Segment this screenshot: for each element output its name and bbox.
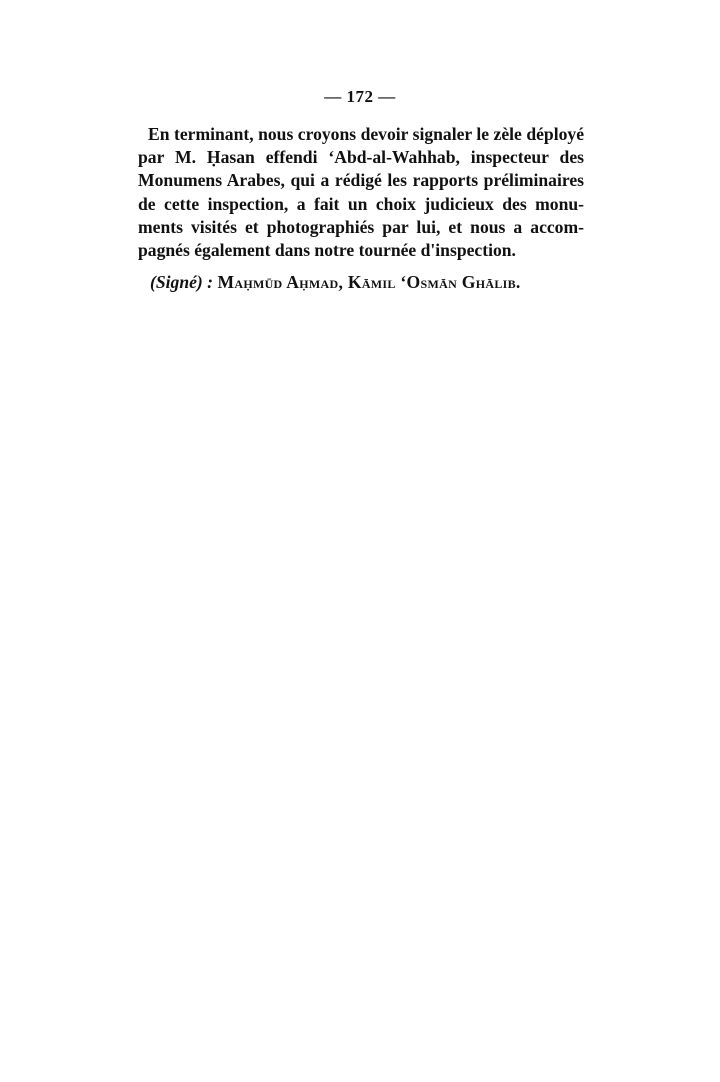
body-paragraph bbox=[138, 123, 584, 262]
paragraph-line: pagnés également dans notre tournée d'inspection. bbox=[138, 240, 516, 261]
paragraph-line: de cette inspection, a fait un choix judicieux des monu- bbox=[138, 193, 584, 214]
signature-line bbox=[150, 272, 590, 293]
signature-label: (Signé) : bbox=[150, 272, 214, 292]
paragraph-line: ments visités et photographiés par lui, et nous a accom- bbox=[138, 216, 584, 237]
paragraph-line: Monumens Arabes, qui a rédigé les rapports préliminaires bbox=[138, 170, 584, 191]
paragraph-line: En terminant, nous croyons devoir signaler le zèle déployé bbox=[148, 124, 584, 144]
page-number: — 172 — bbox=[324, 87, 396, 106]
signature-names: Maḥmūd Aḥmad, Kāmil ʻOsmān Ghālib. bbox=[217, 272, 521, 292]
paragraph-line: par M. Ḥasan effendi ʻAbd-al-Wahhab, inspecteur des bbox=[138, 147, 584, 168]
